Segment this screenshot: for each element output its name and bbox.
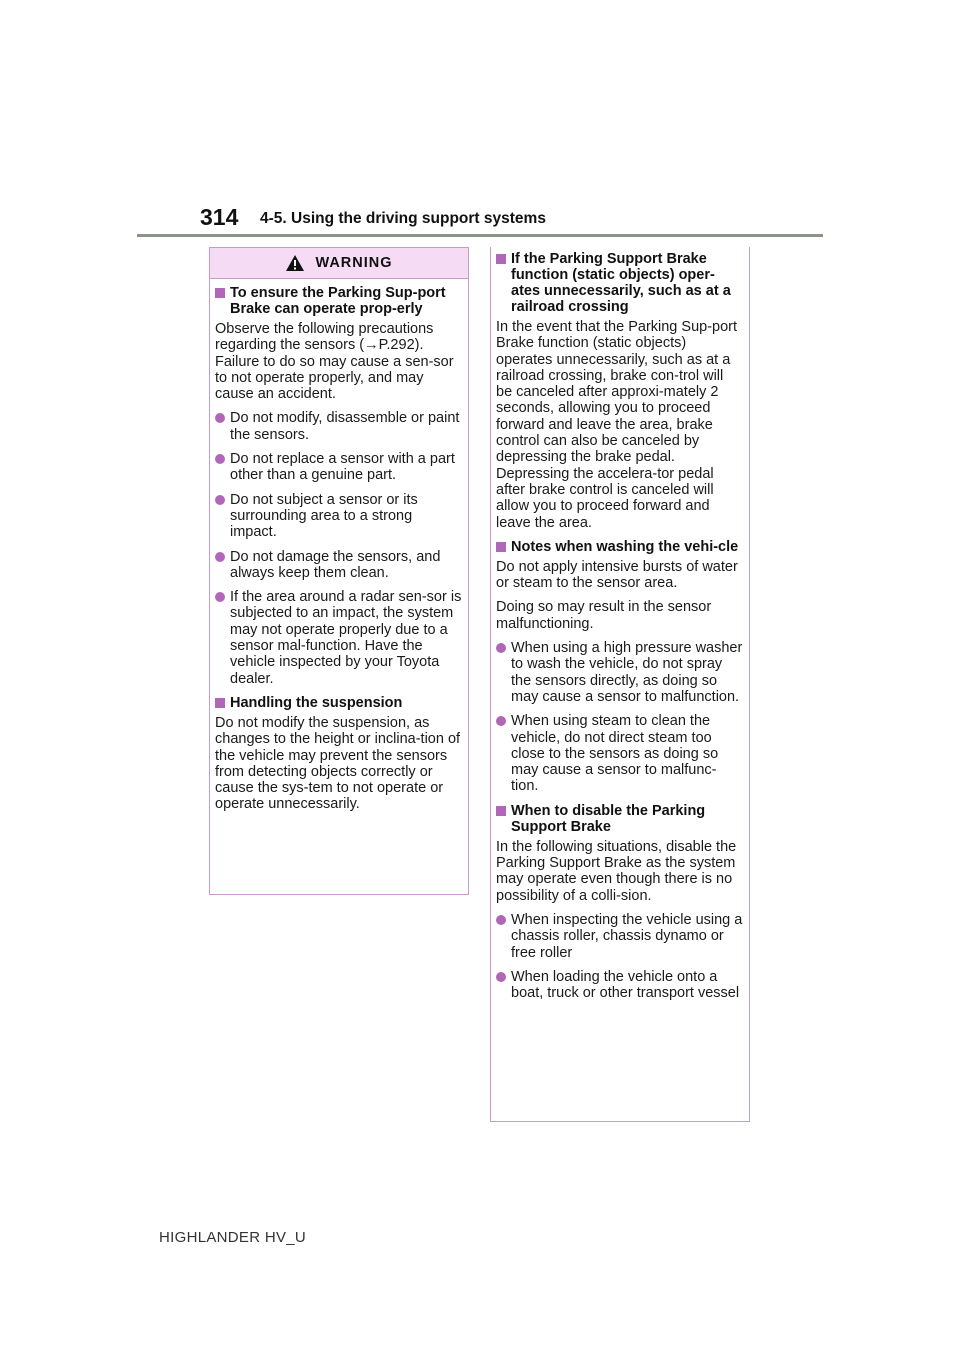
warning-box-continued <box>490 247 750 1122</box>
warning-header <box>210 248 468 279</box>
list-item-text: When loading the vehicle onto a boat, truck or other transport vessel <box>511 968 740 1002</box>
bullet-dot-icon <box>215 592 225 602</box>
body-text: Do not modify the suspension, as changes to the height or inclina-tion of the vehicle may prevent the sensors from detecting objects correctly or cause the sys-tem to not operate or operate unnecessarily. <box>215 714 461 813</box>
warning-content <box>491 247 749 1001</box>
list-item <box>496 640 743 705</box>
warning-box <box>209 247 469 895</box>
bullet-dot-icon <box>496 643 506 653</box>
square-bullet-icon <box>496 806 506 816</box>
body-text: Observe the following precautions regarding the sensors (→P.292). Failure to do so may cause a sen-sor to not operate properly, and may cause an accident. <box>215 321 454 403</box>
header-rule <box>137 234 823 237</box>
square-bullet-icon <box>215 288 225 298</box>
bullet-dot-icon <box>215 552 225 562</box>
warning-label: WARNING <box>315 255 393 271</box>
list-item-text: When using a high pressure washer to wash the vehicle, do not spray the sensors directly, as doing so may cause a sensor to malfunction. <box>511 640 743 705</box>
list-item <box>215 492 462 541</box>
section-heading-text: To ensure the Parking Sup-port Brake can operate prop-erly <box>230 285 446 317</box>
bullet-dot-icon <box>215 495 225 505</box>
section-heading-text: Notes when washing the vehi-cle <box>511 538 739 555</box>
body-text: In the following situations, disable the Parking Support Brake as the system may operate even though there is no possibility of a colli-sion. <box>496 838 737 904</box>
section-heading-text: When to disable the Parking Support Brake <box>511 802 706 835</box>
square-bullet-icon <box>496 254 506 264</box>
section-heading <box>496 251 743 315</box>
list-item <box>496 912 743 961</box>
list-item <box>496 969 743 1002</box>
list-item <box>215 451 462 484</box>
bullet-dot-icon <box>215 413 225 423</box>
list-item-text: Do not replace a sensor with a part other than a genuine part. <box>230 451 455 484</box>
list-item-text: Do not subject a sensor or its surrounding area to a strong impact. <box>230 491 418 541</box>
section-heading <box>496 803 743 835</box>
bullet-dot-icon <box>496 915 506 925</box>
bullet-dot-icon <box>496 972 506 982</box>
list-item <box>215 589 462 687</box>
bullet-dot-icon <box>215 454 225 464</box>
section-heading <box>215 695 462 711</box>
warning-triangle-icon <box>285 254 305 272</box>
body-text: Do not apply intensive bursts of water or steam to the sensor area. <box>496 558 738 592</box>
body-text: In the event that the Parking Sup-port Brake function (static objects) operates unnecessarily, such as at a railroad crossing, brake con-trol will be canceled after approxi-mately 2 seconds, allowing you to proceed forward and leave the area, brake control can also be canceled by depressing the brake pedal. Depressing the accelera-tor pedal after brake control is canceled will allow you to proceed forward and leave the area. <box>496 319 738 531</box>
list-item <box>215 410 462 443</box>
section-heading <box>496 539 743 555</box>
square-bullet-icon <box>496 542 506 552</box>
page-number: 314 <box>200 204 239 230</box>
warning-content <box>210 279 468 813</box>
section-heading-text: Handling the suspension <box>230 694 403 711</box>
list-item-text: When inspecting the vehicle using a chassis roller, chassis dynamo or free roller <box>511 911 743 961</box>
list-item <box>496 713 743 794</box>
body-text: Doing so may result in the sensor malfunctioning. <box>496 599 712 632</box>
list-item-text: Do not damage the sensors, and always keep them clean. <box>230 548 441 581</box>
bullet-dot-icon <box>496 716 506 726</box>
list-item-text: If the area around a radar sen-sor is subjected to an impact, the system may not operate properly due to a sensor mal-function. Have the vehicle inspected by your Toyota dealer. <box>230 589 462 687</box>
footer-model: HIGHLANDER HV_U <box>159 1229 307 1246</box>
list-item <box>215 549 462 582</box>
list-item-text: When using steam to clean the vehicle, do not direct steam too close to the sensors as doing so may cause a sensor to malfunc-tion. <box>511 713 719 795</box>
square-bullet-icon <box>215 698 225 708</box>
list-item-text: Do not modify, disassemble or paint the sensors. <box>230 410 460 443</box>
section-heading-text: If the Parking Support Brake function (static objects) oper-ates unnecessarily, such as at a railroad crossing <box>511 251 731 315</box>
section-heading <box>215 285 462 317</box>
section-title: 4-5. Using the driving support systems <box>260 210 546 227</box>
